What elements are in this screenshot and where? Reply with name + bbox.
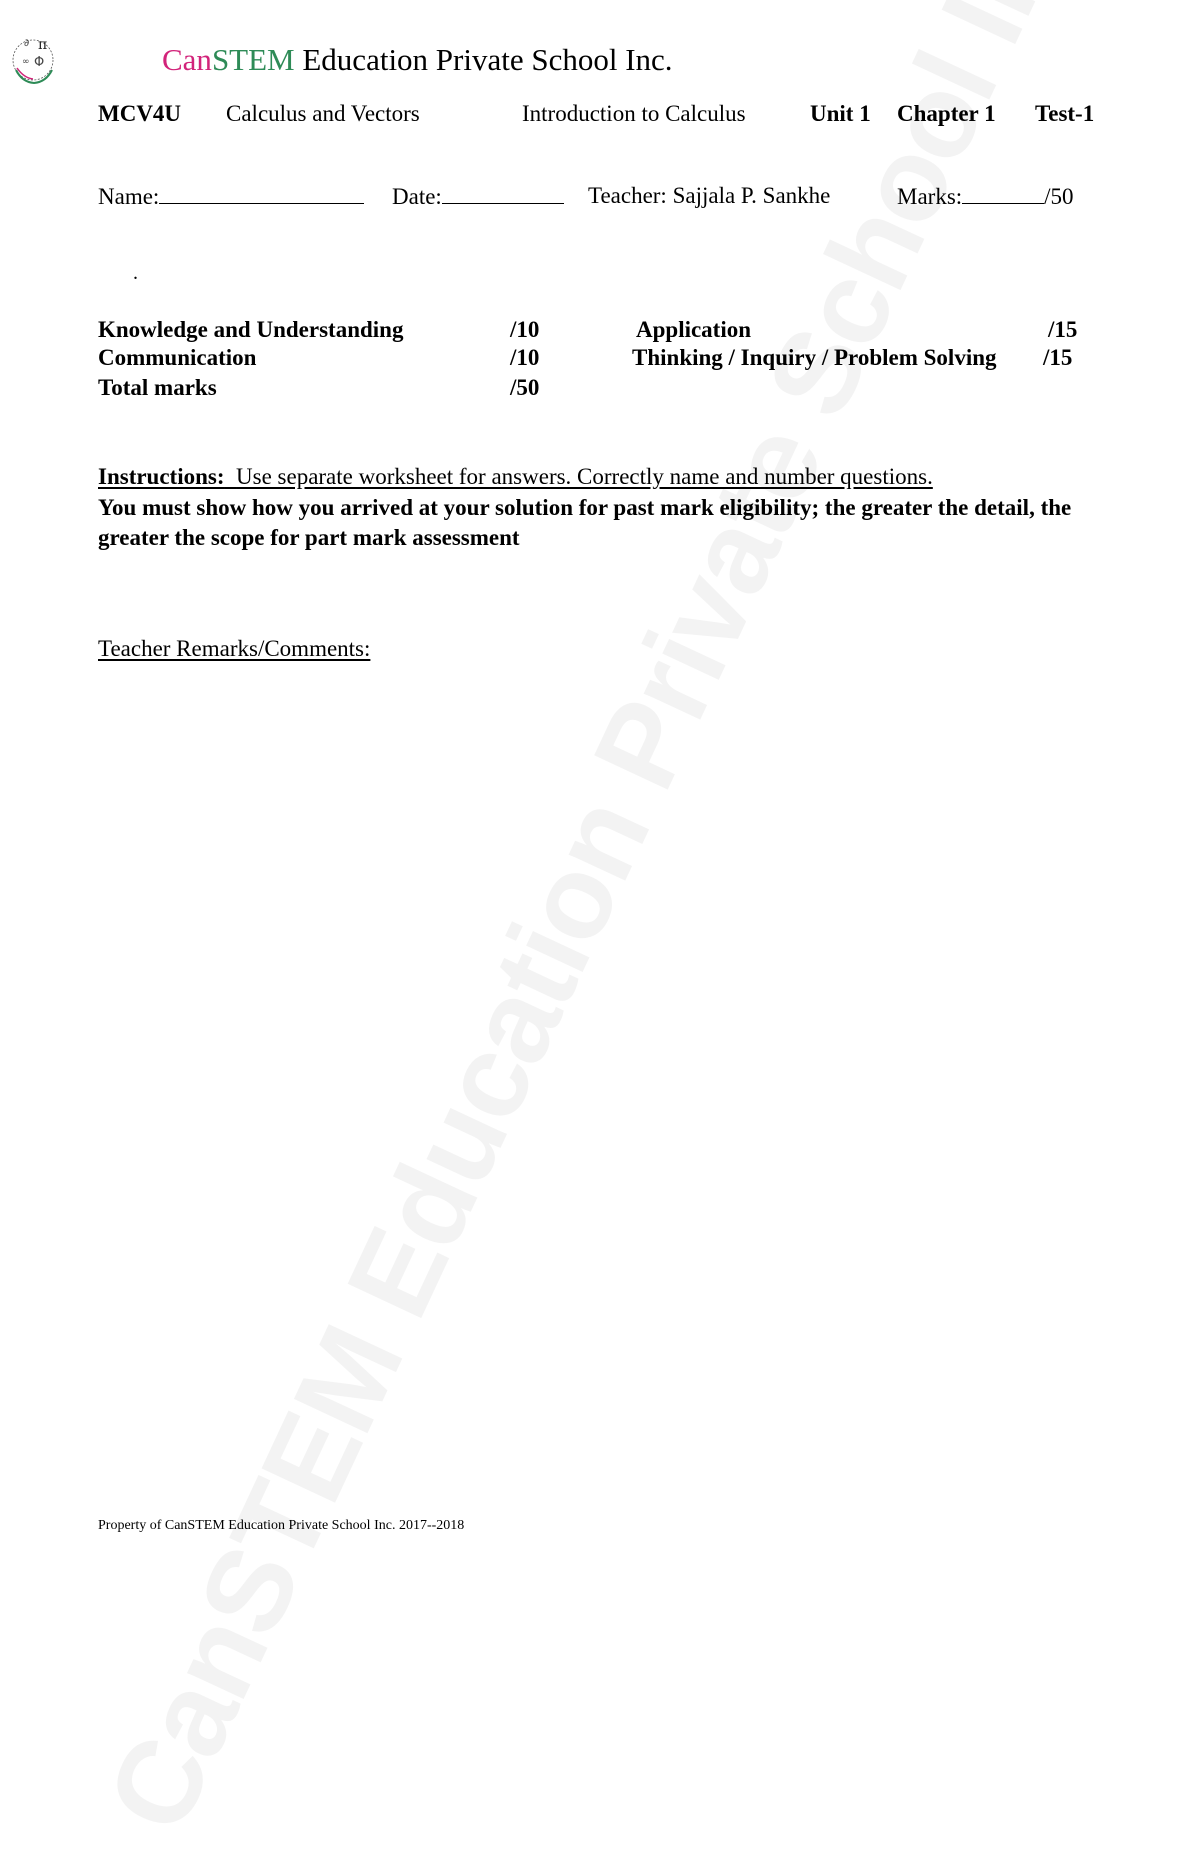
name-field[interactable] bbox=[98, 183, 364, 210]
marks-label: Marks: bbox=[897, 184, 963, 209]
total-marks-label: Total marks bbox=[98, 375, 217, 400]
ku-label: Knowledge and Understanding bbox=[98, 317, 404, 342]
instructions-text1: Use separate worksheet for answers. Correctly name and number questions. bbox=[236, 464, 933, 489]
school-title-brand-stem: STEM bbox=[211, 42, 295, 77]
course-unit: Unit 1 bbox=[810, 101, 871, 126]
course-code: MCV4U bbox=[98, 101, 182, 126]
school-title-brand-can: Can bbox=[162, 42, 212, 77]
teacher-remarks-heading: Teacher Remarks/Comments: bbox=[98, 636, 371, 661]
svg-text:π: π bbox=[38, 37, 48, 53]
course-test: Test-1 bbox=[1035, 101, 1095, 126]
date-label: Date: bbox=[392, 184, 442, 209]
school-title bbox=[162, 42, 673, 78]
footer-copyright: Property of CanSTEM Education Private School Inc. 2017--2018 bbox=[98, 1518, 465, 1533]
instructions-line1 bbox=[98, 464, 933, 490]
school-title-rest: Education Private School Inc. bbox=[294, 42, 673, 77]
school-logo-icon bbox=[8, 30, 58, 86]
instructions-line3: greater the scope for part mark assessment bbox=[98, 525, 520, 550]
name-blank[interactable] bbox=[159, 183, 364, 204]
date-field[interactable] bbox=[392, 183, 564, 210]
watermark bbox=[80, 0, 1120, 1851]
instructions-label: Instructions: bbox=[98, 464, 225, 489]
marks-field[interactable] bbox=[897, 183, 1074, 210]
communication-value: /10 bbox=[510, 345, 540, 370]
thinking-value: /15 bbox=[1043, 345, 1073, 370]
svg-text:∂: ∂ bbox=[24, 38, 30, 49]
svg-text:∞: ∞ bbox=[22, 57, 30, 67]
thinking-label: Thinking / Inquiry / Problem Solving bbox=[632, 345, 997, 370]
course-chapter: Chapter 1 bbox=[897, 101, 996, 126]
marks-blank[interactable] bbox=[962, 183, 1044, 204]
date-blank[interactable] bbox=[442, 183, 564, 204]
teacher-name: Teacher: Sajjala P. Sankhe bbox=[588, 183, 831, 208]
instructions-line2: You must show how you arrived at your solution for past mark eligibility; the greater the detail, the bbox=[98, 495, 1072, 520]
application-label: Application bbox=[636, 317, 752, 342]
application-value: /15 bbox=[1048, 317, 1078, 342]
stray-dot: . bbox=[133, 262, 138, 284]
communication-label: Communication bbox=[98, 345, 257, 370]
marks-total: /50 bbox=[1044, 184, 1074, 209]
svg-text:Φ: Φ bbox=[34, 55, 45, 70]
ku-value: /10 bbox=[510, 317, 540, 342]
course-name: Calculus and Vectors bbox=[226, 101, 420, 126]
total-marks-value: /50 bbox=[510, 375, 540, 400]
course-topic: Introduction to Calculus bbox=[522, 101, 746, 126]
name-label: Name: bbox=[98, 184, 160, 209]
